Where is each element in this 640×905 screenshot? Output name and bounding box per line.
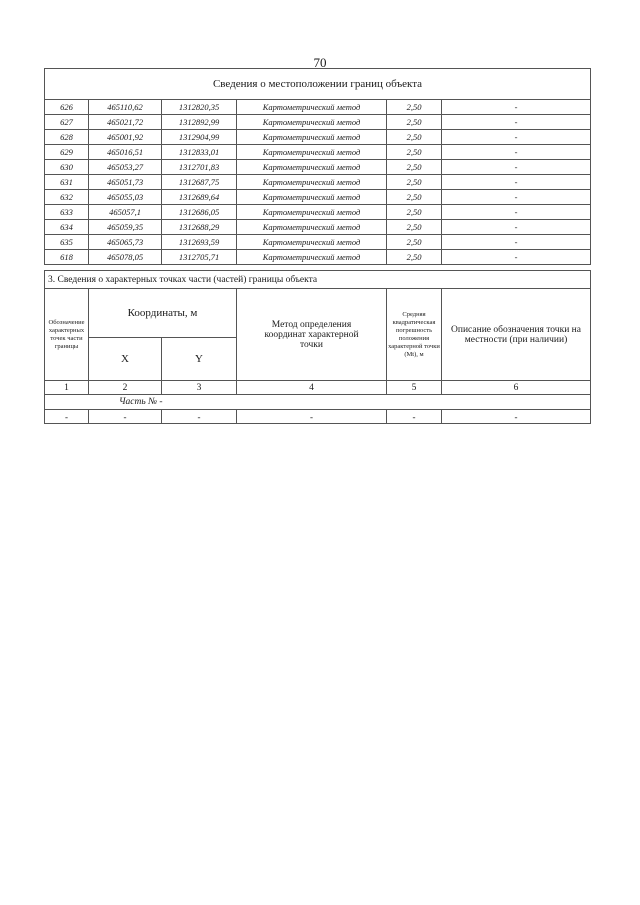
table-row xyxy=(45,250,591,265)
column-number: 1 xyxy=(45,381,89,395)
part-label: Часть № - xyxy=(45,395,591,410)
table-cell: Картометрический метод xyxy=(237,220,387,235)
table-cell: Картометрический метод xyxy=(237,175,387,190)
table-cell: - xyxy=(442,115,591,130)
table-cell: - xyxy=(442,220,591,235)
table-cell: 465110,62 xyxy=(89,100,162,115)
table-row xyxy=(45,160,591,175)
table-cell: 1312686,05 xyxy=(162,205,237,220)
column-number: 5 xyxy=(387,381,442,395)
boundary-table-title: Сведения о местоположении границ объекта xyxy=(45,69,591,100)
table-cell: - xyxy=(442,130,591,145)
table-row xyxy=(45,235,591,250)
table-cell: 1312705,71 xyxy=(162,250,237,265)
table-cell: 2,50 xyxy=(387,160,442,175)
table-cell: Картометрический метод xyxy=(237,160,387,175)
table-cell: 635 xyxy=(45,235,89,250)
boundary-location-table xyxy=(44,68,591,265)
table-cell: - xyxy=(442,100,591,115)
table-cell: 2,50 xyxy=(387,190,442,205)
header-x: X xyxy=(89,338,162,381)
table-cell: - xyxy=(387,410,442,424)
table-cell: Картометрический метод xyxy=(237,190,387,205)
table-row xyxy=(45,220,591,235)
table-cell: 2,50 xyxy=(387,100,442,115)
header-coordinates: Координаты, м xyxy=(89,289,237,338)
table-cell: 634 xyxy=(45,220,89,235)
table-cell: Картометрический метод xyxy=(237,235,387,250)
table-cell: 465016,51 xyxy=(89,145,162,160)
table-cell: 2,50 xyxy=(387,175,442,190)
table-cell: 629 xyxy=(45,145,89,160)
header-accuracy: Средняя квадратическая погрешность положения характерной точки (Mt), м xyxy=(387,289,442,381)
column-number: 2 xyxy=(89,381,162,395)
table-cell: 632 xyxy=(45,190,89,205)
table-cell: 626 xyxy=(45,100,89,115)
table-cell: 633 xyxy=(45,205,89,220)
table-cell: - xyxy=(442,160,591,175)
table-cell: Картометрический метод xyxy=(237,100,387,115)
header-y: Y xyxy=(162,338,237,381)
table-cell: 1312892,99 xyxy=(162,115,237,130)
column-number: 6 xyxy=(442,381,591,395)
table-cell: - xyxy=(45,410,89,424)
column-number: 3 xyxy=(162,381,237,395)
table-cell: 1312687,75 xyxy=(162,175,237,190)
header-method: Метод определения координат характерной точки xyxy=(237,289,387,381)
table-cell: 465055,03 xyxy=(89,190,162,205)
table-cell: Картометрический метод xyxy=(237,115,387,130)
part-points-section-title: 3. Сведения о характерных точках части (частей) границы объекта xyxy=(45,271,591,289)
table-cell: - xyxy=(442,190,591,205)
table-cell: - xyxy=(162,410,237,424)
table-row xyxy=(45,205,591,220)
table-cell: - xyxy=(442,145,591,160)
header-point-designation: Обозначение характерных точек части границы xyxy=(45,289,89,381)
table-cell: 1312701,83 xyxy=(162,160,237,175)
table-cell: 2,50 xyxy=(387,130,442,145)
table-cell: 1312820,35 xyxy=(162,100,237,115)
table-cell: 630 xyxy=(45,160,89,175)
table-cell: 465065,73 xyxy=(89,235,162,250)
table-row xyxy=(45,115,591,130)
table-cell: 1312693,59 xyxy=(162,235,237,250)
table-row xyxy=(45,100,591,115)
table-row xyxy=(45,190,591,205)
table-cell: - xyxy=(89,410,162,424)
table-cell: - xyxy=(442,250,591,265)
table-cell: 2,50 xyxy=(387,115,442,130)
table-cell: Картометрический метод xyxy=(237,205,387,220)
table-cell: 465051,73 xyxy=(89,175,162,190)
table-cell: 1312833,01 xyxy=(162,145,237,160)
table-cell: 2,50 xyxy=(387,235,442,250)
table-cell: 465057,1 xyxy=(89,205,162,220)
table-cell: - xyxy=(442,235,591,250)
table-cell: 2,50 xyxy=(387,250,442,265)
table-cell: - xyxy=(237,410,387,424)
table-cell: 1312688,29 xyxy=(162,220,237,235)
table-row xyxy=(45,175,591,190)
table-cell: 465059,35 xyxy=(89,220,162,235)
table-cell: - xyxy=(442,175,591,190)
table-cell: 465053,27 xyxy=(89,160,162,175)
table-cell: 628 xyxy=(45,130,89,145)
page-number: 70 xyxy=(313,55,327,70)
table-cell: Картометрический метод xyxy=(237,250,387,265)
table-cell: 2,50 xyxy=(387,205,442,220)
table-cell: - xyxy=(442,205,591,220)
part-points-table xyxy=(44,270,591,424)
table-cell: 627 xyxy=(45,115,89,130)
table-cell: 465078,05 xyxy=(89,250,162,265)
table-cell: 2,50 xyxy=(387,145,442,160)
table-cell: - xyxy=(442,410,591,424)
table-cell: 465021,72 xyxy=(89,115,162,130)
table-cell: Картометрический метод xyxy=(237,130,387,145)
table-cell: Картометрический метод xyxy=(237,145,387,160)
column-number: 4 xyxy=(237,381,387,395)
table-row xyxy=(45,130,591,145)
table-cell: 631 xyxy=(45,175,89,190)
table-cell: 2,50 xyxy=(387,220,442,235)
table-cell: 465001,92 xyxy=(89,130,162,145)
table-row xyxy=(45,145,591,160)
table-cell: 618 xyxy=(45,250,89,265)
table-cell: 1312904,99 xyxy=(162,130,237,145)
table-cell: 1312689,64 xyxy=(162,190,237,205)
header-description: Описание обозначения точки на местности (при наличии) xyxy=(442,289,591,381)
